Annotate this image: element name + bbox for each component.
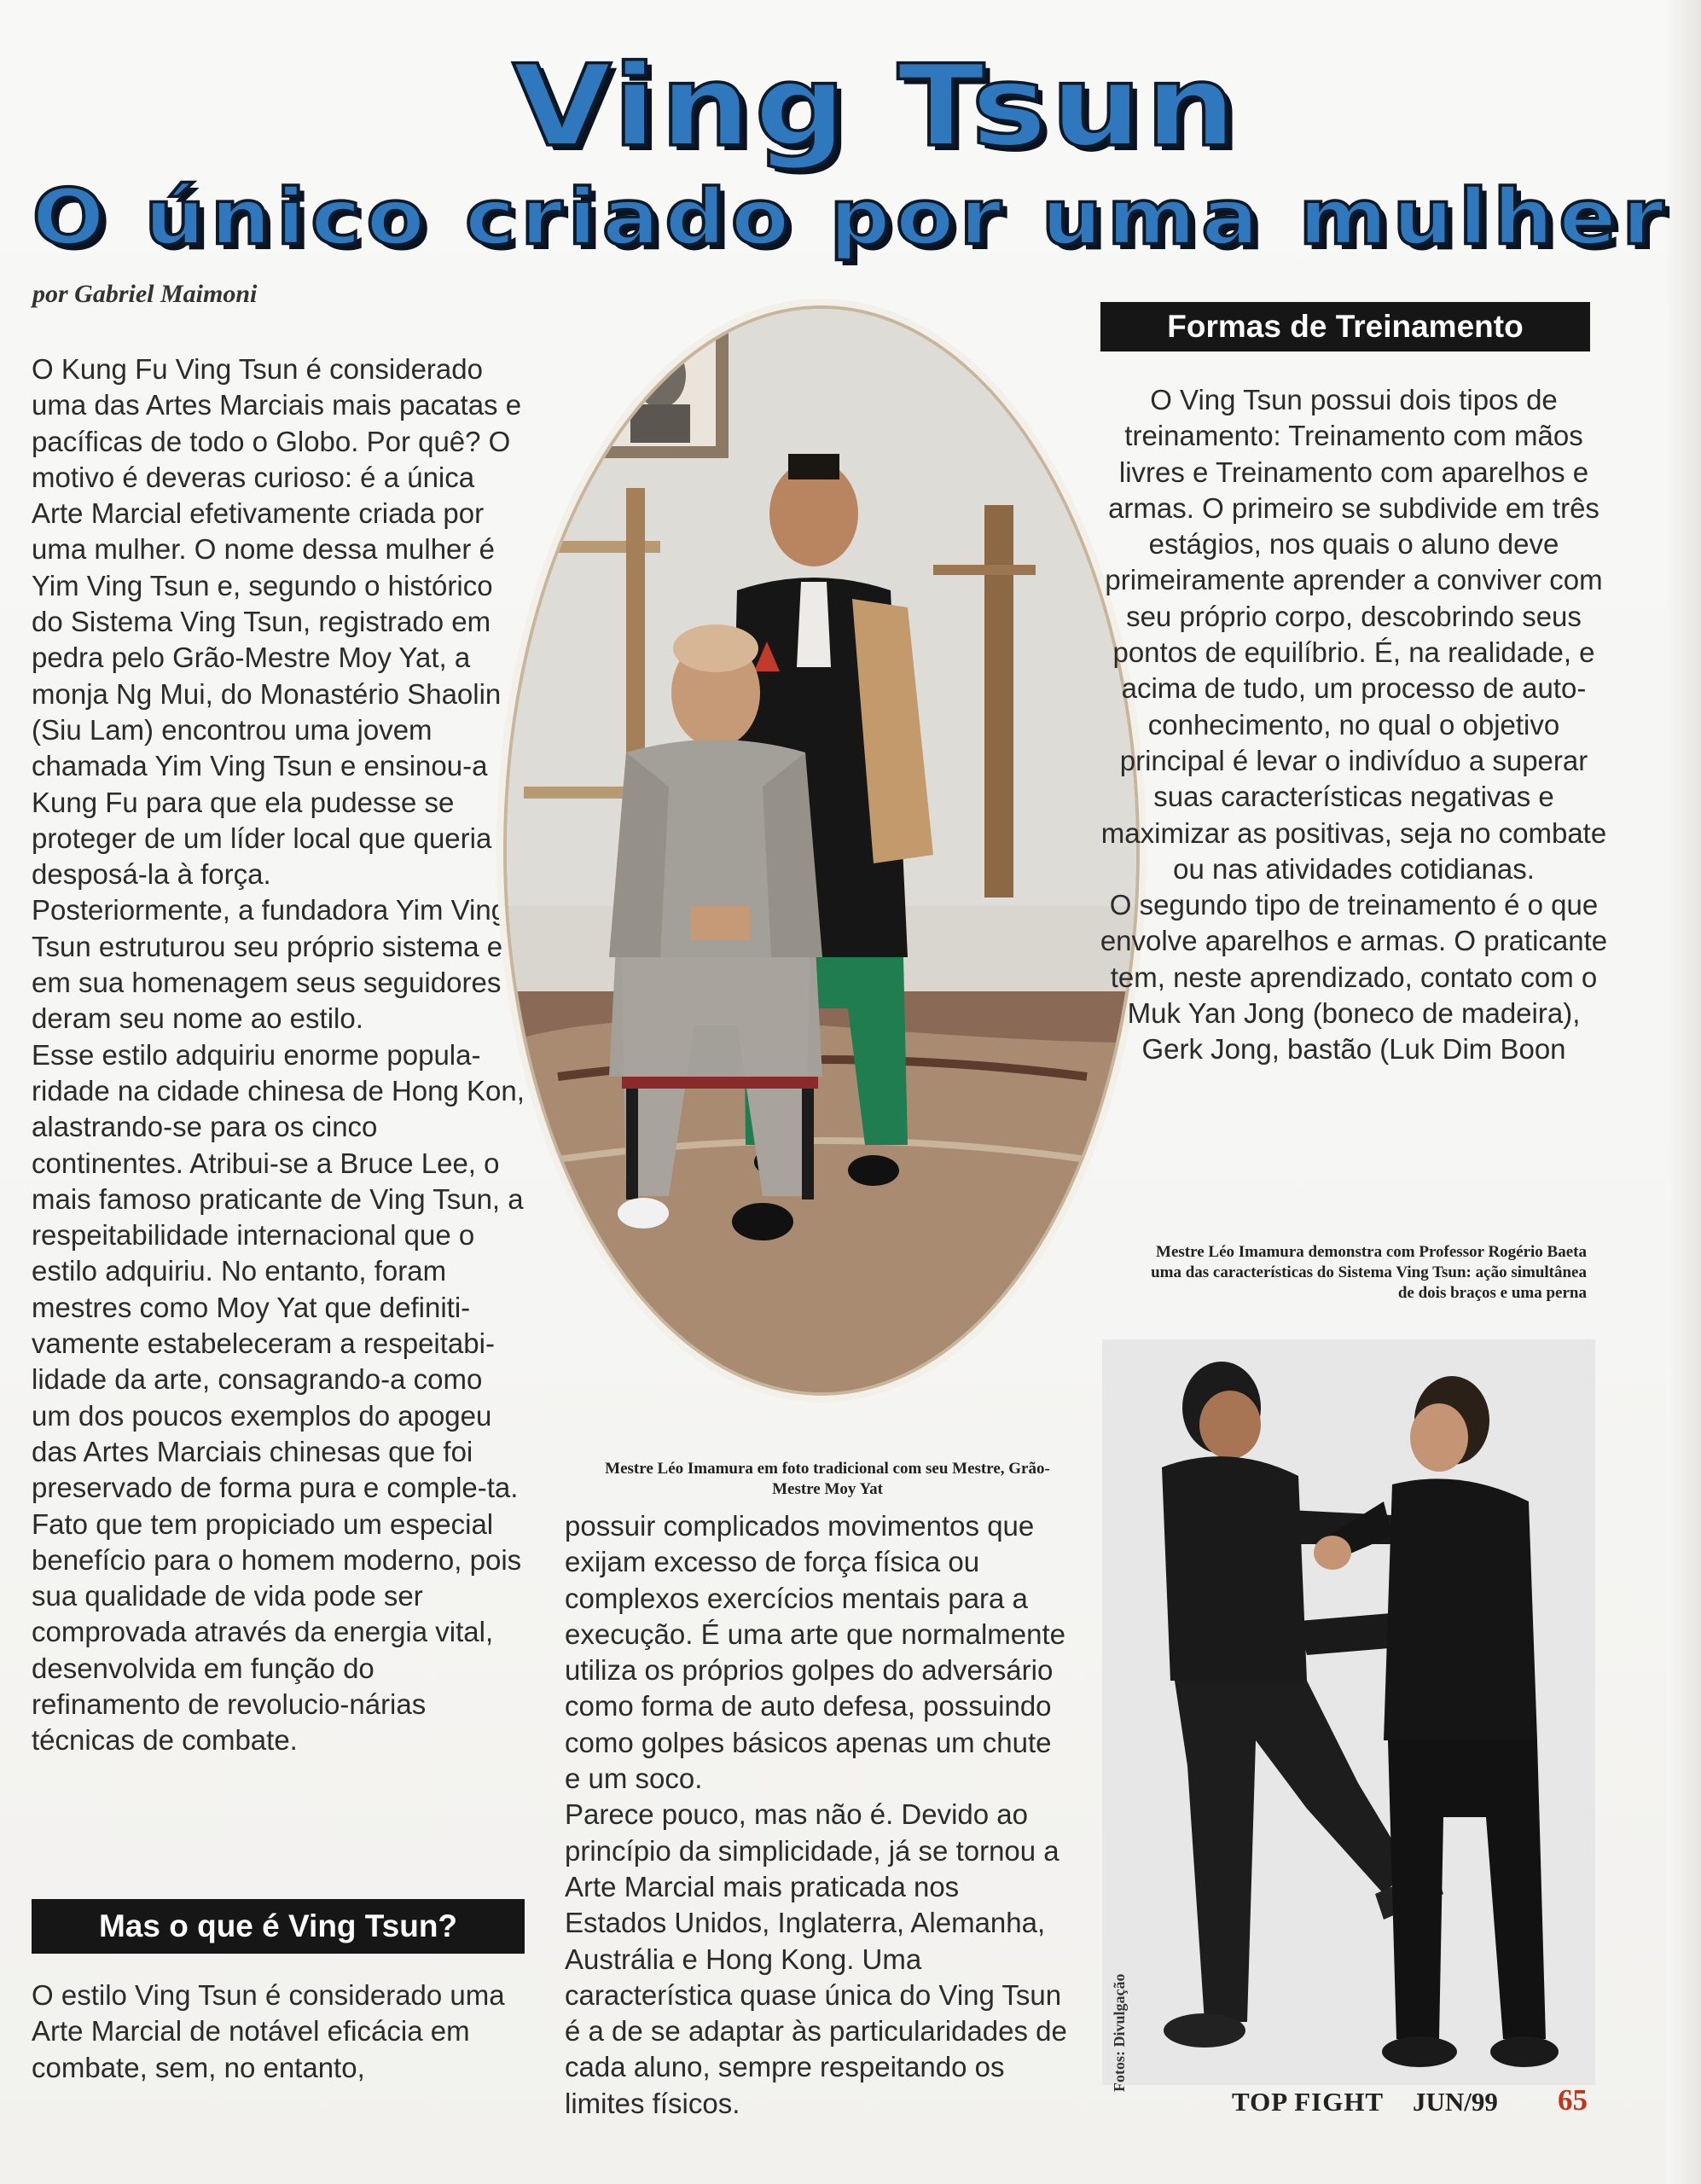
portrait-caption: Mestre Léo Imamura em foto tradicional com seu Mestre, Grão-Mestre Moy Yat [605, 1460, 1050, 1498]
article-title: Ving Tsun [512, 41, 1240, 172]
paragraph: O Ving Tsun possui dois tipos de treinamento: Treinamento com mãos livres e Treinamento com aparelhos e armas. O primeiro se subdivide em três estágios, nos quais o aluno deve primeiramente aprender a conviver com seu próprio corpo, descobrindo seus pontos de equilíbrio. É, na realidade, e acima de tudo, um processo de auto-conhecimento, no qual o objetivo principal é levar o indivíduo a superar suas características negativas e maximizar as positivas, seja no combate ou nas atividades cotidianas. [1100, 384, 1607, 885]
paragraph: O segundo tipo de treinamento é o que envolve aparelhos e armas. O praticante tem, neste aprendizado, contato com o Muk Yan Jong (boneco de madeira), Gerk Jong, bastão (Luk Dim Boon [1100, 889, 1608, 1066]
page-number: 65 [1558, 2083, 1588, 2117]
left-column-continued [32, 1978, 526, 2086]
section-heading-right: Formas de Treinamento [1100, 302, 1590, 351]
portrait-photo [503, 305, 1140, 1396]
paragraph: Esse estilo adquiriu enorme popula-ridade na cidade chinesa de Hong Kon, alastrando-se para os cinco continentes. Atribui-se a Bruce Lee, o mais famoso praticante de Ving Tsun, a respeitabilidade internacional que o estilo adquiriu. No entanto, foram mestres como Moy Yat que definiti-vamente estabeleceram a respeitabi-lidade da arte, consagrando-a como um dos poucos exemplos do apogeu das Artes Marciais chinesas que foi preservado de forma pura e comple-ta. Fato que tem propiciado um especial benefício para o homem moderno, pois sua qualidade de vida pode ser comprovada através da energia vital, desenvolvida em função do refinamento de revolucio-nárias técnicas de combate. [32, 1038, 525, 1757]
page-edge [1667, 0, 1701, 2184]
byline: por Gabriel Maimoni [32, 280, 258, 308]
paragraph: O Kung Fu Ving Tsun é considerado uma das Artes Marciais mais pacatas e pacíficas de todo o Globo. Por quê? O motivo é deveras curioso: é a única Arte Marcial efetivamente criada por uma mulher. O nome dessa mulher é Yim Ving Tsun e, segundo o histórico do Sistema Ving Tsun, registrado em pedra pelo Grão-Mestre Moy Yat, a monja Ng Mui, do Monastério Shaolin (Siu Lam) encontrou uma jovem chamada Yim Ving Tsun e ensinou-a Kung Fu para que ela pudesse se proteger de um líder local que queria desposá-la à força. [32, 353, 522, 891]
footer-date: JUN/99 [1413, 2087, 1498, 2117]
paragraph: O estilo Ving Tsun é considerado uma Arte Marcial de notável eficácia em combate, sem, no entanto, [32, 1979, 505, 2083]
paragraph: possuir complicados movimentos que exijam excesso de força física ou complexos exercícios mentais para a execução. É uma arte que normalmente utiliza os próprios golpes do adversário como forma de auto defesa, possuindo como golpes básicos apenas um chute e um soco. [565, 1510, 1065, 1795]
paragraph: Posteriormente, a fundadora Yim Ving Tsun estruturou seu próprio sistema e em sua homenagem seus seguidores deram seu nome ao estilo. [32, 894, 508, 1035]
article-subtitle: O único criado por uma mulher [32, 171, 1669, 263]
section-heading-left: Mas o que é Ving Tsun? [32, 1899, 525, 1954]
footer-magazine: TOP FIGHT [1232, 2087, 1385, 2117]
photo-credit-text: Fotos: Divulgação [1111, 1973, 1128, 2092]
photo-credit [1097, 1947, 1216, 2092]
portrait-photo-illustration [507, 309, 1136, 1392]
paragraph: Parece pouco, mas não é. Devido ao princípio da simplicidade, já se tornou a Arte Marcial mais praticada nos Estados Unidos, Inglaterra, Alemanha, Austrália e Hong Kong. Uma característica quase única do Ving Tsun é a de se adaptar às particularidades de cada aluno, sempre respeitando os limites físicos. [565, 1798, 1067, 2119]
action-photo-caption: Mestre Léo Imamura demonstra com Professor Rogério Baeta uma das características do Sistema Ving Tsun: ação simultânea de dois braços e uma perna [1151, 1243, 1587, 1302]
right-column [1094, 382, 1614, 1068]
left-column [32, 351, 526, 1759]
middle-column [565, 1508, 1068, 2122]
